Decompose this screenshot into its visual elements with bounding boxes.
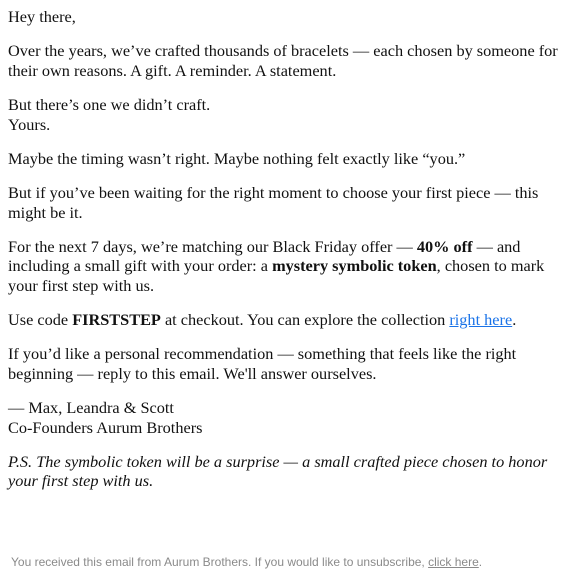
code-text-3: . bbox=[512, 310, 517, 330]
discount-highlight: 40% off bbox=[416, 236, 473, 256]
signature bbox=[8, 398, 574, 437]
signature-names: — Max, Leandra & Scott bbox=[8, 398, 174, 418]
paragraph-recommendation: If you’d like a personal recommendation — something that feels like the right beginning — reply to this email. We'll answer ourselves. bbox=[8, 344, 517, 383]
offer-text-1: For the next 7 days, we’re matching our Black Friday offer — bbox=[8, 236, 417, 256]
paragraph-yours-line2: Yours. bbox=[8, 114, 51, 134]
paragraph-intro: Over the years, we’ve crafted thousands of bracelets — each chosen by someone for their own reasons. A gift. A reminder. A statement. bbox=[8, 41, 558, 80]
footer-text: You received this email from Aurum Brothers. If you would like to unsubscribe, bbox=[11, 555, 429, 569]
promo-code: FIRSTSTEP bbox=[72, 310, 161, 330]
paragraph-code bbox=[8, 310, 574, 330]
token-highlight: mystery symbolic token bbox=[272, 256, 437, 276]
unsubscribe-footer bbox=[11, 555, 482, 570]
paragraph-yours-line1: But there’s one we didn’t craft. bbox=[8, 94, 211, 114]
paragraph-yours bbox=[8, 95, 574, 134]
paragraph-offer bbox=[8, 237, 574, 296]
email-body bbox=[8, 7, 574, 506]
paragraph-timing: Maybe the timing wasn’t right. Maybe nothing felt exactly like “you.” bbox=[8, 148, 466, 168]
paragraph-moment: But if you’ve been waiting for the right moment to choose your first piece — this might be it. bbox=[8, 182, 539, 222]
code-text-1: Use code bbox=[8, 310, 73, 330]
offer-text-3: , chosen to mark your first step with us. bbox=[8, 256, 545, 295]
offer-text-2: — and including a small gift with your order: a bbox=[8, 236, 521, 276]
footer-end: . bbox=[478, 555, 483, 569]
code-text-2: at checkout. You can explore the collection bbox=[160, 310, 450, 330]
postscript: P.S. The symbolic token will be a surprise — a small crafted piece chosen to honor your first step with us. bbox=[8, 451, 548, 491]
greeting: Hey there, bbox=[8, 7, 76, 26]
collection-link[interactable]: right here bbox=[449, 310, 513, 330]
unsubscribe-link[interactable]: click here bbox=[428, 555, 479, 569]
signature-title: Co-Founders Aurum Brothers bbox=[8, 417, 203, 437]
